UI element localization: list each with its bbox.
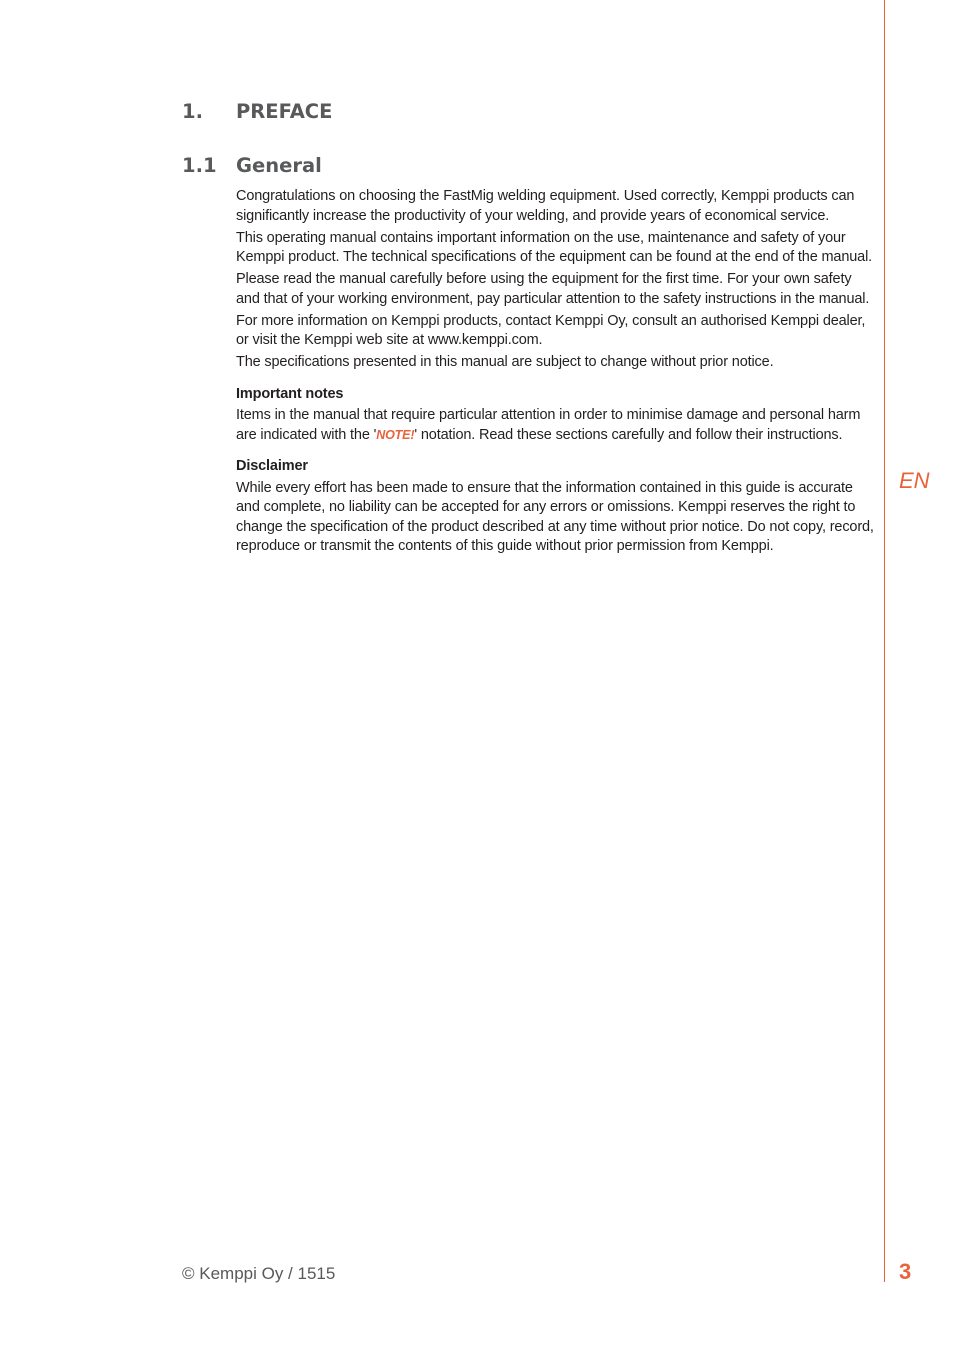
- disclaimer-text: While every effort has been made to ensure that the information contained in this guide is accurate and complete, no liability can be accepted for any errors or omissions. Kemppi reserves the right to change the specification of the product described at any time without prior notice. Do not copy, record, reproduce or transmit the contents of this guide without prior permission from Kemppi.: [236, 479, 874, 554]
- subsection-title: General: [236, 154, 322, 177]
- subsection-heading: [182, 154, 322, 177]
- paragraph-intro: Congratulations on choosing the FastMig welding equipment. Used correctly, Kemppi products can significantly increase the productivity of your welding, and provide years of economical service.: [236, 188, 855, 224]
- section-number: 1.: [182, 100, 203, 123]
- section-heading: [182, 100, 332, 123]
- footer-copyright: © Kemppi Oy / 1515: [182, 1264, 336, 1283]
- paragraph-read-carefully: Please read the manual carefully before using the equipment for the first time. For your own safety and that of your working environment, pay particular attention to the safety instructions in the manual.: [236, 271, 870, 307]
- paragraph-specifications: The specifications presented in this manual are subject to change without prior notice.: [236, 354, 774, 370]
- paragraph-more-info: For more information on Kemppi products, contact Kemppi Oy, consult an authorised Kemppi dealer, or visit the Kemppi web site at www.kemppi.com.: [236, 312, 866, 348]
- subsection-number: 1.1: [182, 154, 217, 177]
- important-notes-text-before: Items in the manual that require particular attention in order to minimise damage and personal harm are indicated with the ': [236, 407, 861, 443]
- important-notes-heading: Important notes: [236, 385, 344, 402]
- body-content: [236, 187, 876, 559]
- margin-divider-line: [884, 0, 885, 1282]
- note-keyword: NOTE!: [376, 427, 415, 442]
- important-notes-text-after: ' notation. Read these sections carefully and follow their instructions.: [414, 426, 843, 443]
- language-tab: EN: [899, 468, 930, 493]
- important-notes-text: [236, 406, 876, 445]
- section-title: PREFACE: [236, 100, 333, 123]
- paragraph-manual-info: This operating manual contains important information on the use, maintenance and safety of your Kemppi product. The technical specifications of the equipment can be found at the end of the manual.: [236, 229, 873, 265]
- disclaimer-heading: Disclaimer: [236, 458, 308, 474]
- page-number: 3: [899, 1259, 912, 1284]
